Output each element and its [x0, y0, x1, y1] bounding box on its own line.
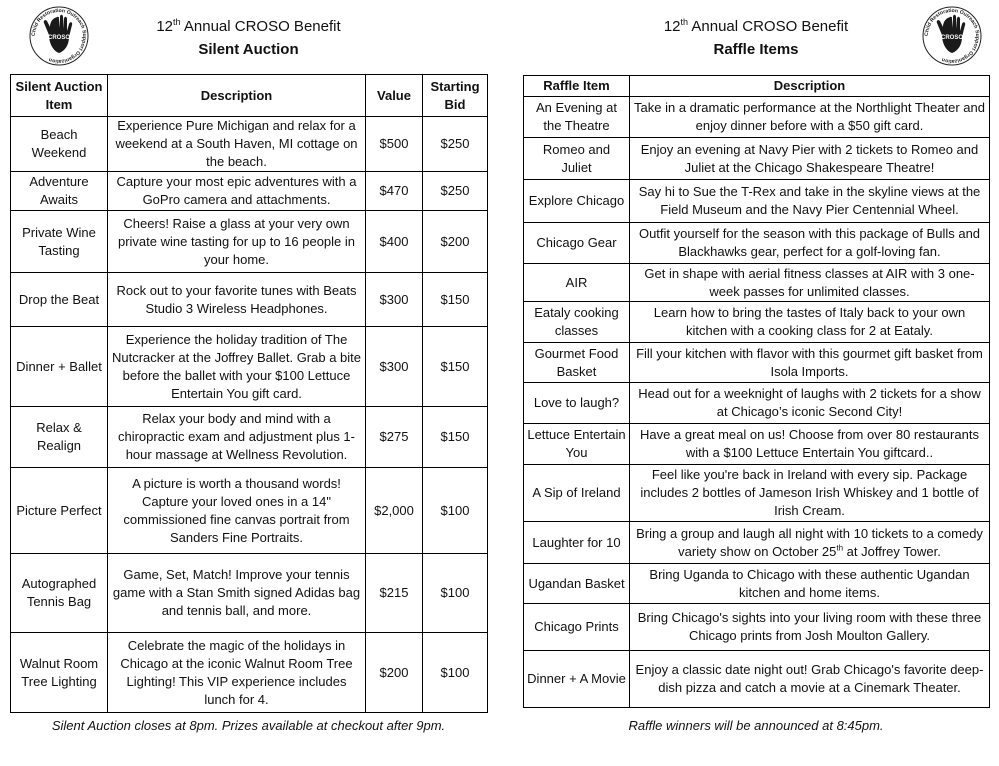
item-name: Autographed Tennis Bag — [11, 554, 108, 633]
item-starting-bid: $200 — [423, 211, 488, 273]
item-value: $215 — [366, 554, 423, 633]
item-starting-bid: $100 — [423, 633, 488, 713]
item-starting-bid: $250 — [423, 172, 488, 211]
raffle-item-name: Ugandan Basket — [524, 564, 630, 604]
item-name: Walnut Room Tree Lighting — [11, 633, 108, 713]
col-header-starting-bid: Starting Bid — [423, 75, 488, 117]
item-value: $200 — [366, 633, 423, 713]
auction-subtitle: Silent Auction — [198, 41, 299, 58]
item-starting-bid: $100 — [423, 554, 488, 633]
raffle-item-name: Laughter for 10 — [524, 522, 630, 564]
item-name: Picture Perfect — [11, 468, 108, 554]
svg-text:Child Restoration Outreach Sup: Child Restoration Outreach Support Organization — [923, 7, 981, 65]
raffle-item-description: Say hi to Sue the T-Rex and take in the skyline views at the Field Museum and the Navy Pier Centennial Wheel. — [630, 180, 990, 223]
auction-header-row — [11, 75, 488, 117]
table-row — [11, 172, 488, 211]
auction-footer-note: Silent Auction closes at 8pm. Prizes available at checkout after 9pm. — [51, 718, 446, 733]
item-value: $2,000 — [366, 468, 423, 554]
item-description: Game, Set, Match! Improve your tennis game with a Stan Smith signed Adidas bag and tennis ball, and more. — [108, 554, 366, 633]
raffle-item-name: Chicago Gear — [524, 223, 630, 264]
table-row — [524, 651, 990, 708]
raffle-header — [523, 0, 989, 72]
table-row — [524, 223, 990, 264]
table-row — [524, 97, 990, 138]
raffle-footer-note: Raffle winners will be announced at 8:45pm. — [628, 718, 884, 733]
raffle-item-description: Head out for a weeknight of laughs with 2 tickets for a show at Chicago’s iconic Second City! — [630, 383, 990, 424]
raffle-item-description: Feel like you're back in Ireland with every sip. Package includes 2 bottles of Jameson Irish Whiskey and 1 bottle of Irish Cream. — [630, 465, 990, 522]
item-description: A picture is worth a thousand words! Capture your loved ones in a 14" commissioned fine canvas portrait from Sanders Fine Portraits. — [108, 468, 366, 554]
table-row — [11, 407, 488, 468]
table-row — [524, 302, 990, 343]
col-header-raffle-item: Raffle Item — [524, 76, 630, 97]
item-description: Relax your body and mind with a chiropractic exam and adjustment plus 1-hour massage at Wellness Revolution. — [108, 407, 366, 468]
item-description: Celebrate the magic of the holidays in Chicago at the iconic Walnut Room Tree Lighting! This VIP experience includes lunch for 4. — [108, 633, 366, 713]
table-row — [524, 180, 990, 223]
table-row — [11, 117, 488, 172]
item-value: $300 — [366, 327, 423, 407]
item-description: Rock out to your favorite tunes with Beats Studio 3 Wireless Headphones. — [108, 273, 366, 327]
table-row — [524, 465, 990, 522]
item-description: Capture your most epic adventures with a GoPro camera and attachments. — [108, 172, 366, 211]
item-name: Adventure Awaits — [11, 172, 108, 211]
item-description: Experience the holiday tradition of The Nutcracker at the Joffrey Ballet. Grab a bite before the ballet with your $100 Lettuce Entertain You gift card. — [108, 327, 366, 407]
table-row — [524, 604, 990, 651]
table-row — [524, 522, 990, 564]
raffle-header-row — [524, 76, 990, 97]
table-row — [524, 138, 990, 180]
raffle-item-description: Bring Uganda to Chicago with these authentic Ugandan kitchen and home items. — [630, 564, 990, 604]
table-row — [11, 211, 488, 273]
col-header-item: Silent Auction Item — [11, 75, 108, 117]
raffle-item-name: Romeo and Juliet — [524, 138, 630, 180]
auction-header — [10, 0, 487, 72]
item-starting-bid: $150 — [423, 273, 488, 327]
item-starting-bid: $150 — [423, 327, 488, 407]
table-row — [524, 343, 990, 383]
raffle-item-description: Take in a dramatic performance at the Northlight Theater and enjoy dinner before with a $50 gift card. — [630, 97, 990, 138]
item-starting-bid: $150 — [423, 407, 488, 468]
auction-table — [10, 74, 488, 713]
raffle-item-description: Bring Chicago's sights into your living room with these three Chicago prints from Josh Moulton Gallery. — [630, 604, 990, 651]
raffle-item-description: Enjoy a classic date night out! Grab Chicago's favorite deep-dish pizza and catch a movie at a Cinemark Theater. — [630, 651, 990, 708]
table-row — [11, 273, 488, 327]
svg-text:Child Restoration Outreach Sup: Child Restoration Outreach Support Organization — [30, 7, 88, 65]
item-name: Relax & Realign — [11, 407, 108, 468]
col-header-description: Description — [108, 75, 366, 117]
table-row — [11, 633, 488, 713]
raffle-item-name: Eataly cooking classes — [524, 302, 630, 343]
raffle-item-name: Lettuce Entertain You — [524, 424, 630, 465]
item-name: Drop the Beat — [11, 273, 108, 327]
table-row — [11, 468, 488, 554]
table-row — [524, 564, 990, 604]
item-name: Private Wine Tasting — [11, 211, 108, 273]
table-row — [524, 383, 990, 424]
item-value: $400 — [366, 211, 423, 273]
raffle-item-description: Outfit yourself for the season with this package of Bulls and Blackhawks gear, perfect for a golf-loving fan. — [630, 223, 990, 264]
item-value: $500 — [366, 117, 423, 172]
col-header-description: Description — [630, 76, 990, 97]
raffle-item-name: A Sip of Ireland — [524, 465, 630, 522]
raffle-item-description: Get in shape with aerial fitness classes at AIR with 3 one-week passes for unlimited classes. — [630, 264, 990, 302]
raffle-item-name: Explore Chicago — [524, 180, 630, 223]
raffle-item-name: AIR — [524, 264, 630, 302]
item-description: Experience Pure Michigan and relax for a weekend at a South Haven, MI cottage on the beach. — [108, 117, 366, 172]
svg-text:CROSO: CROSO — [47, 35, 71, 41]
raffle-item-description: Have a great meal on us! Choose from over 80 restaurants with a $100 Lettuce Entertain You giftcard.. — [630, 424, 990, 465]
raffle-title: 12th Annual CROSO Benefit — [663, 17, 849, 35]
table-row — [524, 264, 990, 302]
raffle-item-description: Enjoy an evening at Navy Pier with 2 tickets to Romeo and Juliet at the Chicago Shakespeare Theatre! — [630, 138, 990, 180]
raffle-item-name: Chicago Prints — [524, 604, 630, 651]
svg-text:CROSO: CROSO — [940, 35, 964, 41]
silent-auction-panel — [10, 0, 487, 733]
raffle-item-name: An Evening at the Theatre — [524, 97, 630, 138]
item-name: Dinner + Ballet — [11, 327, 108, 407]
col-header-value: Value — [366, 75, 423, 117]
raffle-item-description: Bring a group and laugh all night with 10 tickets to a comedy variety show on October 25th at Joffrey Tower. — [630, 522, 990, 564]
table-row — [11, 554, 488, 633]
item-description: Cheers! Raise a glass at your very own private wine tasting for up to 16 people in your home. — [108, 211, 366, 273]
table-row — [524, 424, 990, 465]
raffle-item-name: Dinner + A Movie — [524, 651, 630, 708]
auction-title: 12th Annual CROSO Benefit — [156, 17, 341, 35]
item-value: $470 — [366, 172, 423, 211]
raffle-item-description: Learn how to bring the tastes of Italy back to your own kitchen with a cooking class for 2 at Eataly. — [630, 302, 990, 343]
table-row — [11, 327, 488, 407]
item-starting-bid: $100 — [423, 468, 488, 554]
item-name: Beach Weekend — [11, 117, 108, 172]
item-starting-bid: $250 — [423, 117, 488, 172]
raffle-subtitle: Raffle Items — [713, 41, 799, 58]
item-value: $300 — [366, 273, 423, 327]
raffle-table — [523, 75, 990, 708]
raffle-panel — [523, 0, 989, 733]
raffle-item-name: Gourmet Food Basket — [524, 343, 630, 383]
raffle-item-description: Fill your kitchen with flavor with this gourmet gift basket from Isola Imports. — [630, 343, 990, 383]
item-value: $275 — [366, 407, 423, 468]
raffle-item-name: Love to laugh? — [524, 383, 630, 424]
